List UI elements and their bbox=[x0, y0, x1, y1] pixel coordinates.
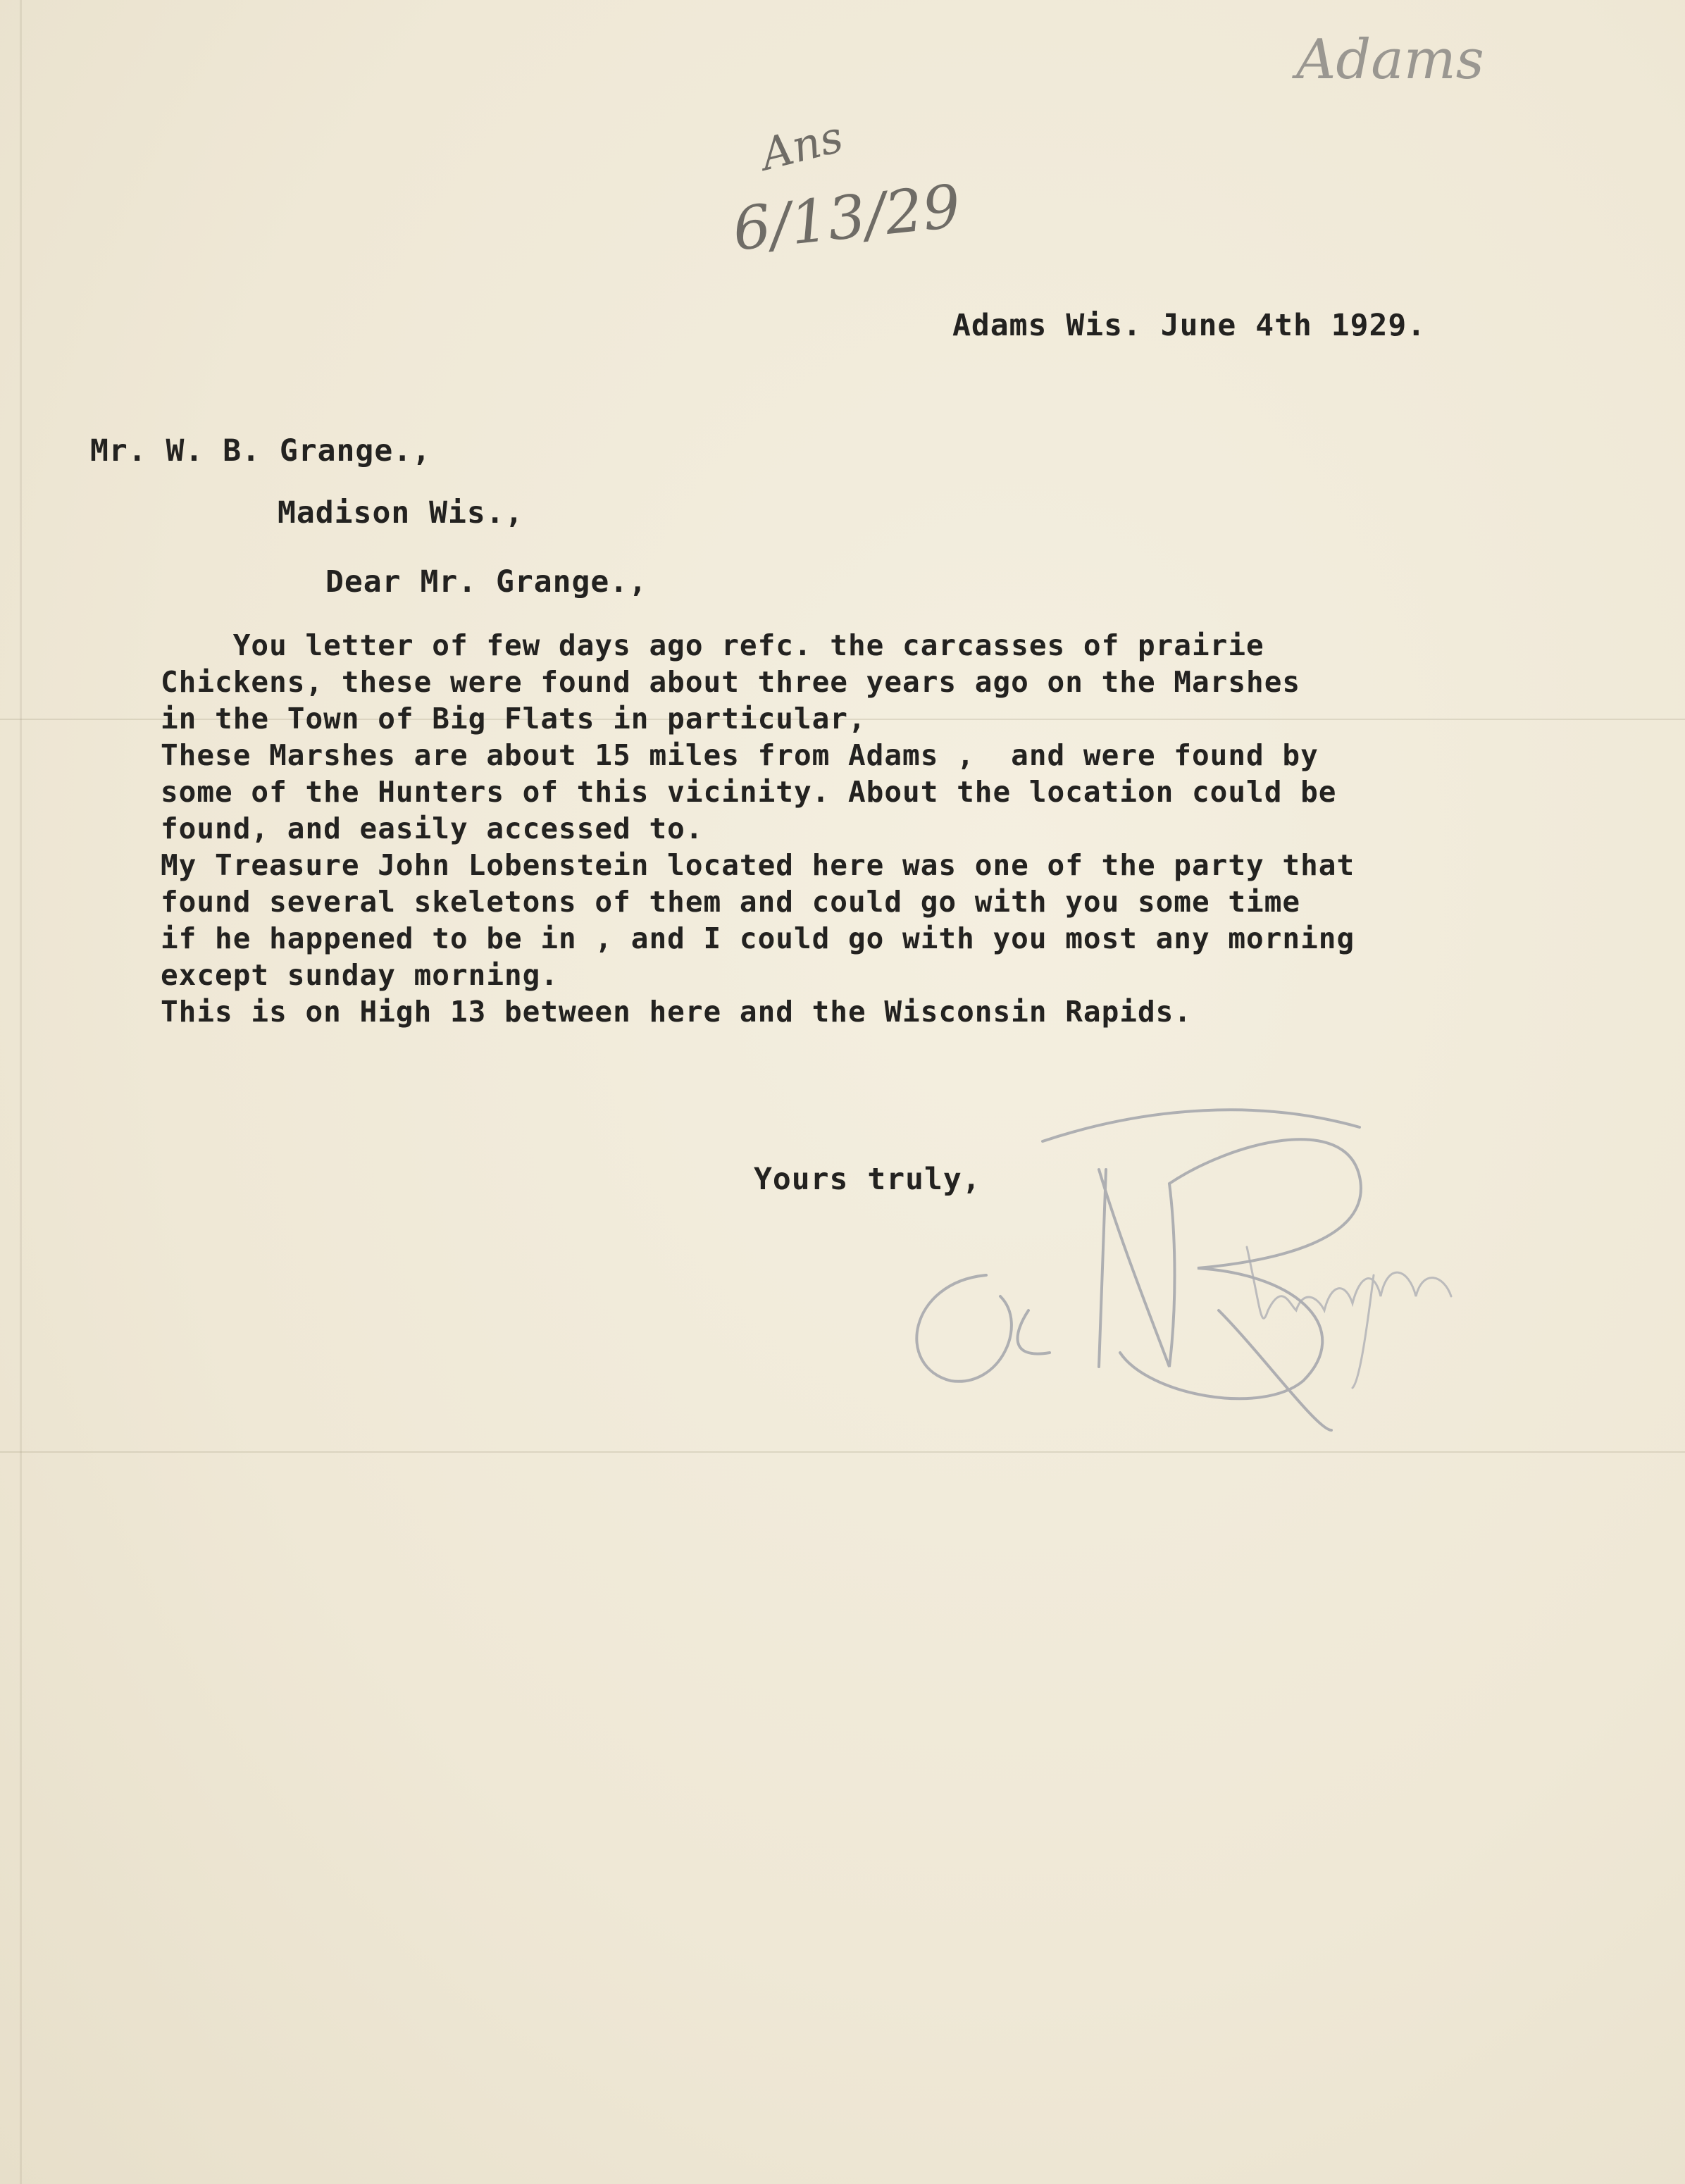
closing: Yours truly, bbox=[754, 1162, 981, 1197]
body-line: Chickens, these were found about three years ago on the Marshes bbox=[161, 665, 1301, 699]
letter-body bbox=[161, 627, 1591, 1030]
pencil-annotation-answer-date: 6/13/29 bbox=[729, 171, 964, 264]
body-line: These Marshes are about 15 miles from Adams , and were found by bbox=[161, 738, 1319, 772]
paper-fold-line bbox=[0, 1451, 1685, 1453]
body-line: found, and easily accessed to. bbox=[161, 812, 704, 845]
paper-edge-shadow bbox=[20, 0, 22, 2184]
body-line: except sunday morning. bbox=[161, 958, 559, 992]
body-line: This is on High 13 between here and the Wisconsin Rapids. bbox=[161, 995, 1192, 1029]
recipient-location: Madison Wis., bbox=[278, 495, 524, 531]
letter-dateline: Adams Wis. June 4th 1929. bbox=[952, 308, 1426, 343]
handwritten-signature bbox=[866, 1099, 1557, 1437]
body-line: some of the Hunters of this vicinity. About the location could be bbox=[161, 775, 1337, 809]
body-line: in the Town of Big Flats in particular, bbox=[161, 702, 866, 736]
pencil-annotation-adams: Adams bbox=[1296, 28, 1484, 92]
body-line: found several skeletons of them and could go with you some time bbox=[161, 885, 1301, 919]
body-line: You letter of few days ago refc. the carcasses of prairie bbox=[161, 628, 1264, 662]
recipient-name: Mr. W. B. Grange., bbox=[90, 433, 431, 469]
body-line: My Treasure John Lobenstein located here was one of the party that bbox=[161, 848, 1355, 882]
pencil-annotation-ans: Ans bbox=[755, 110, 848, 181]
body-line: if he happened to be in , and I could go with you most any morning bbox=[161, 922, 1355, 955]
salutation: Dear Mr. Grange., bbox=[325, 564, 648, 600]
